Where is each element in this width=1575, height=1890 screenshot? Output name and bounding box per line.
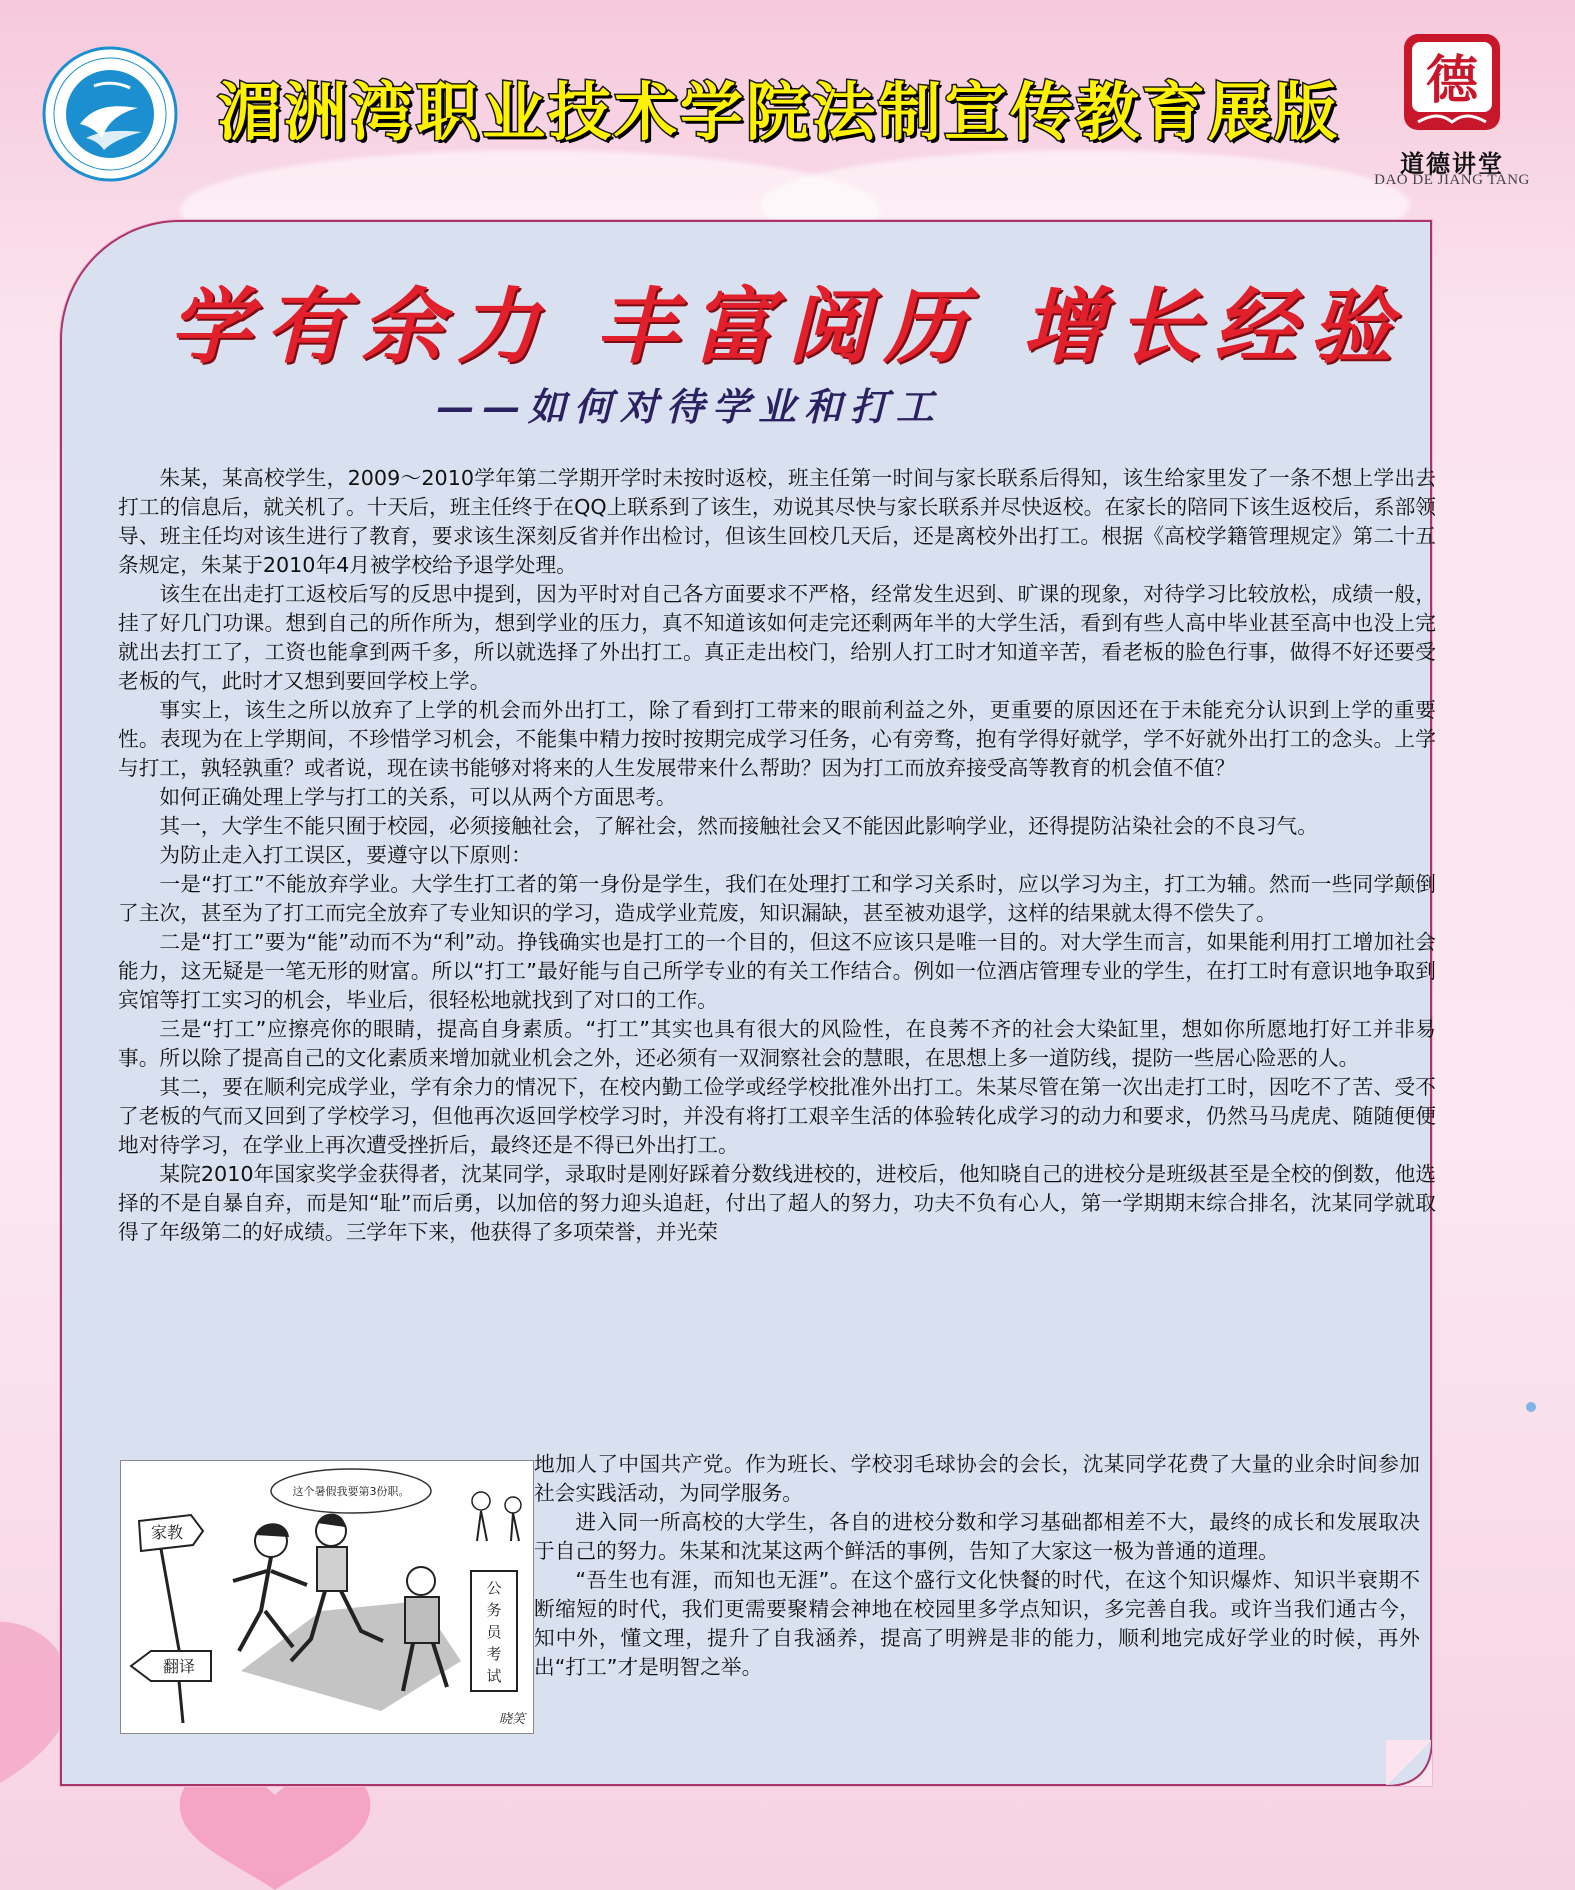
cartoon-sign-top: 家教: [150, 1523, 184, 1542]
article-body-side: [534, 1450, 1420, 1682]
cartoon-signature: 晓笑: [499, 1712, 526, 1727]
paragraph: 三是“打工”应擦亮你的眼睛，提高自身素质。“打工”其实也具有很大的风险性，在良莠不齐的社会大染缸里，想如你所愿地打好工并非易事。所以除了提高自己的文化素质来增加就业机会之外，还必须有一双洞察社会的慧眼，在思想上多一道防线，提防一些居心险恶的人。: [118, 1017, 1436, 1070]
paragraph: 进入同一所高校的大学生，各自的进校分数和学习基础都相差不大，最终的成长和发展取决于自己的努力。朱某和沈某这两个鲜活的事例，告知了大家这一极为普通的道理。: [534, 1510, 1420, 1563]
paragraph: 一是“打工”不能放弃学业。大学生打工者的第一身份是学生，我们在处理打工和学习关系时，应以学习为主，打工为辅。然而一些同学颠倒了主次，甚至为了打工而完全放弃了专业知识的学习，造成学业荒废，知识漏缺，甚至被劝退学，这样的结果就太得不偿失了。: [118, 872, 1436, 925]
seal-icon: [1398, 30, 1506, 138]
paragraph: 如何正确处理上学与打工的关系，可以从两个方面思考。: [159, 785, 677, 809]
board-char: 公: [486, 1579, 502, 1597]
seal-glyph: 德: [1425, 50, 1479, 111]
paragraph: 地加人了中国共产党。作为班长、学校羽毛球协会的会长，沈某同学花费了大量的业余时间参加社会实践活动，为同学服务。: [534, 1452, 1420, 1505]
paragraph: 二是“打工”要为“能”动而不为“利”动。挣钱确实也是打工的一个目的，但这不应该只是唯一目的。对大学生而言，如果能利用打工增加社会能力，这无疑是一笔无形的财富。所以“打工”最好能与自己所学专业的有关工作结合。例如一位酒店管理专业的学生，在打工时有意识地争取到宾馆等打工实习的机会，毕业后，很轻松地就找到了对口的工作。: [118, 930, 1436, 1012]
paragraph: 其一，大学生不能只囿于校园，必须接触社会，了解社会，然而接触社会又不能因此影响学业，还得提防沾染社会的不良习气。: [159, 814, 1318, 838]
students-running-cartoon: [120, 1460, 534, 1734]
board-char: 务: [486, 1601, 502, 1619]
board-char: 试: [486, 1667, 502, 1685]
board-char: 员: [486, 1623, 502, 1641]
paragraph: “吾生也有涯，而知也无涯”。在这个盛行文化快餐的时代，在这个知识爆炸、知识半衰期不断缩短的时代，我们更需要聚精会神地在校园里多学点知识，多完善自我。或许当我们通古今，知中外，懂文理，提升了自我涵养，提高了明辨是非的能力，顺利地完成好学业的时候，再外出“打工”才是明智之举。: [534, 1568, 1420, 1679]
cartoon-bubble: 这个暑假我要第3份职。: [292, 1485, 410, 1498]
paragraph: 朱某，某高校学生，2009～2010学年第二学期开学时未按时返校，班主任第一时间与家长联系后得知，该生给家里发了一条不想上学出去打工的信息后，就关机了。十天后，班主任终于在QQ上联系到了该生，劝说其尽快与家长联系并尽快返校。在家长的陪同下该生返校后，系部领导、班主任均对该生进行了教育，要求该生深刻反省并作出检讨，但该生回校几天后，还是离校外出打工。根据《高校学籍管理规定》第二十五条规定，朱某于2010年4月被学校给予退学处理。: [118, 466, 1436, 577]
college-logo-icon: [42, 46, 178, 182]
article-body: [118, 464, 1436, 1247]
paragraph: 事实上，该生之所以放弃了上学的机会而外出打工，除了看到打工带来的眼前利益之外，更重要的原因还在于未能充分认识到上学的重要性。表现为在上学期间，不珍惜学习机会，不能集中精力按时按期完成学习任务，心有旁骛，抱有学得好就学，学不好就外出打工的念头。上学与打工，孰轻孰重？或者说，现在读书能够对将来的人生发展带来什么帮助？因为打工而放弃接受高等教育的机会值不值？: [118, 698, 1436, 780]
seal-pinyin: DAO DE JIANG TANG: [1374, 172, 1530, 188]
cartoon-sign-bottom: 翻译: [162, 1657, 196, 1676]
page-title: 湄洲湾职业技术学院法制宣传教育展版: [218, 76, 1340, 149]
board-char: 考: [486, 1645, 502, 1663]
panel-corner: [1386, 1740, 1432, 1786]
article-subtitle: ——如何对待学业和打工: [436, 384, 943, 429]
seal-name: 道德讲堂: [1400, 149, 1504, 178]
sparkle-icon: [1524, 1400, 1538, 1414]
paragraph: 为防止走入打工误区，要遵守以下原则：: [159, 843, 532, 867]
article-headline: 学有余力 丰富阅历 增长经验: [168, 279, 1407, 375]
paragraph: 某院2010年国家奖学金获得者，沈某同学，录取时是刚好踩着分数线进校的，进校后，他知晓自己的进校分是班级甚至是全校的倒数，他选择的不是自暴自弃，而是知“耻”而后勇，以加倍的努力迎头追赶，付出了超人的努力，功夫不负有心人，第一学期期末综合排名，沈某同学就取得了年级第二的好成绩。三学年下来，他获得了多项荣誉，并光荣: [118, 1162, 1436, 1244]
paragraph: 该生在出走打工返校后写的反思中提到，因为平时对自己各方面要求不严格，经常发生迟到、旷课的现象，对待学习比较放松，成绩一般，挂了好几门功课。想到自己的所作所为，想到学业的压力，真不知道该如何走完还剩两年半的大学生活，看到有些人高中毕业甚至高中也没上完就出去打工了，工资也能拿到两千多，所以就选择了外出打工。真正走出校门，给别人打工时才知道辛苦，看老板的脸色行事，做得不好还要受老板的气，此时才又想到要回学校上学。: [118, 582, 1436, 693]
paragraph: 其二，要在顺利完成学业，学有余力的情况下，在校内勤工俭学或经学校批准外出打工。朱某尽管在第一次出走打工时，因吃不了苦、受不了老板的气而又回到了学校学习，但他再次返回学校学习时，并没有将打工艰辛生活的体验转化成学习的动力和要求，仍然马马虎虎、随随便便地对待学习，在学业上再次遭受挫折后，最终还是不得已外出打工。: [118, 1075, 1436, 1157]
